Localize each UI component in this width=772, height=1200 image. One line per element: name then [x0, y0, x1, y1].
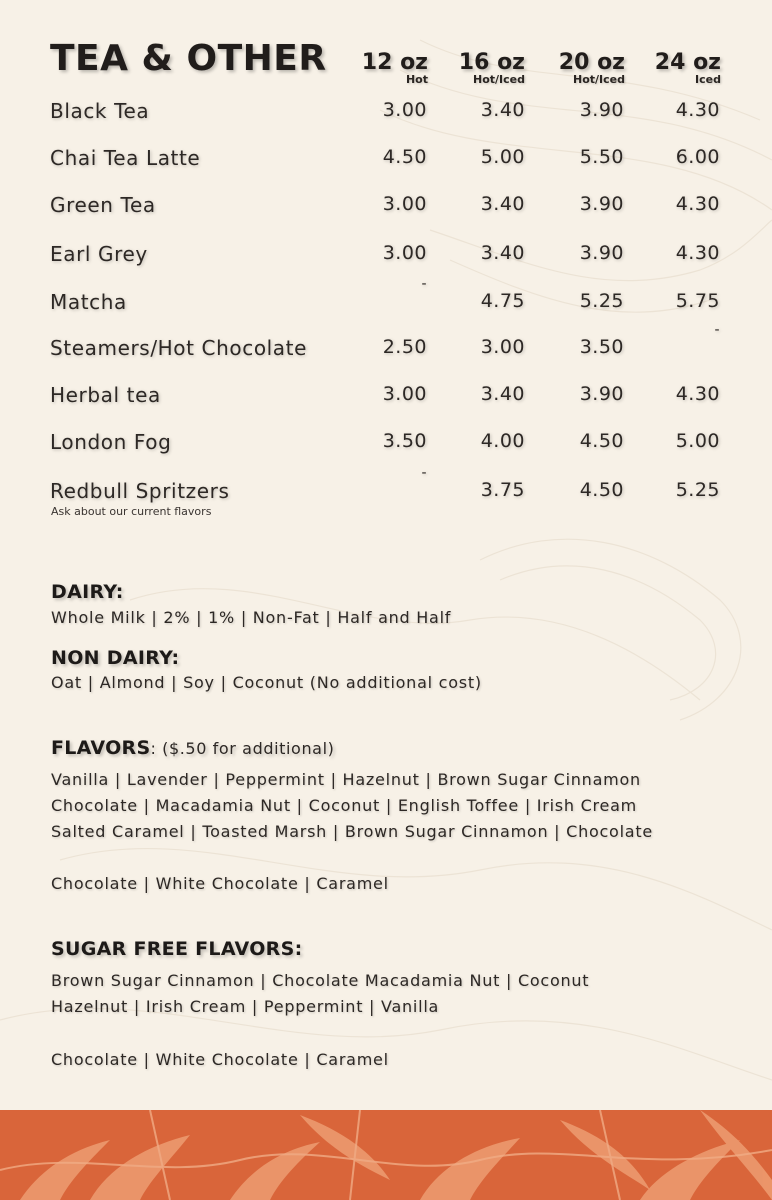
item-name: Matcha	[50, 290, 127, 314]
size-label: 16 oz	[458, 50, 525, 75]
item-name: Green Tea	[50, 193, 156, 217]
menu-row-redbull-spritzers	[0, 465, 772, 525]
size-column-16oz	[415, 50, 525, 86]
item-name: Steamers/Hot Chocolate	[50, 336, 308, 360]
size-column-24oz	[611, 50, 721, 86]
size-column-12oz	[318, 50, 428, 86]
flavors-line: Chocolate | Macadamia Nut | Coconut | English Toffee | Irish Cream	[51, 796, 637, 815]
price-16oz: 3.75	[480, 479, 525, 501]
price-12oz: 3.50	[382, 430, 427, 452]
non-dairy-heading: NON DAIRY:	[51, 647, 180, 669]
price-20oz: 4.50	[579, 479, 624, 501]
price-16oz: 3.40	[480, 242, 525, 264]
temp-label: Hot	[405, 73, 428, 86]
item-name: Black Tea	[50, 99, 150, 123]
price-20oz: 5.50	[579, 146, 624, 168]
price-12oz: 3.00	[382, 383, 427, 405]
price-12oz: 2.50	[382, 336, 427, 358]
price-24oz: 4.30	[675, 242, 720, 264]
price-12oz: 3.00	[382, 99, 427, 121]
price-20oz: 3.90	[579, 193, 624, 215]
price-12oz: 3.00	[382, 193, 427, 215]
temp-label: Hot/Iced	[573, 73, 625, 86]
price-20oz: 3.50	[579, 336, 624, 358]
size-label: 24 oz	[654, 50, 721, 75]
menu-row-black-tea	[0, 99, 772, 139]
menu-row-london-fog	[0, 430, 772, 470]
sugar-free-line: Brown Sugar Cinnamon | Chocolate Macadamia Nut | Coconut	[51, 971, 590, 990]
non-dairy-options: Oat | Almond | Soy | Coconut (No additional cost)	[51, 673, 482, 692]
sugar-free-line: Hazelnut | Irish Cream | Peppermint | Vanilla	[51, 997, 440, 1016]
price-12oz: -	[421, 465, 427, 481]
price-16oz: 3.40	[480, 193, 525, 215]
price-20oz: 5.25	[579, 290, 624, 312]
price-12oz: -	[421, 276, 427, 292]
item-name: London Fog	[50, 430, 172, 454]
price-24oz: 4.30	[675, 383, 720, 405]
menu-row-green-tea	[0, 193, 772, 233]
price-20oz: 4.50	[579, 430, 624, 452]
price-24oz: 5.75	[675, 290, 720, 312]
price-16oz: 3.40	[480, 99, 525, 121]
flavors-price-note: : ($.50 for additional)	[150, 739, 335, 758]
fern-leaves-decoration	[0, 1110, 772, 1200]
item-name: Chai Tea Latte	[50, 146, 201, 170]
dairy-heading: DAIRY:	[51, 581, 124, 603]
temp-label: Hot/Iced	[473, 73, 525, 86]
price-24oz: 4.30	[675, 99, 720, 121]
temp-label: Iced	[695, 73, 721, 86]
menu-row-chai-tea-latte	[0, 146, 772, 186]
price-16oz: 3.40	[480, 383, 525, 405]
menu-row-herbal-tea	[0, 383, 772, 423]
flavors-line: Salted Caramel | Toasted Marsh | Brown Sugar Cinnamon | Chocolate	[51, 822, 653, 841]
item-name: Herbal tea	[50, 383, 161, 407]
sugar-free-heading: SUGAR FREE FLAVORS:	[51, 938, 303, 960]
flavors-title: FLAVORS	[51, 737, 151, 759]
price-16oz: 4.75	[480, 290, 525, 312]
dairy-options: Whole Milk | 2% | 1% | Non-Fat | Half and Half	[51, 608, 452, 627]
item-note: Ask about our current flavors	[51, 505, 212, 518]
price-24oz: 6.00	[675, 146, 720, 168]
menu-row-steamers-hot-chocolate	[0, 322, 772, 376]
price-24oz: 4.30	[675, 193, 720, 215]
price-12oz: 3.00	[382, 242, 427, 264]
size-label: 20 oz	[558, 50, 625, 75]
flavors-line: Vanilla | Lavender | Peppermint | Hazelnut | Brown Sugar Cinnamon	[51, 770, 641, 789]
price-16oz: 4.00	[480, 430, 525, 452]
flavors-line: Chocolate | White Chocolate | Caramel	[51, 874, 389, 893]
price-20oz: 3.90	[579, 383, 624, 405]
price-24oz: -	[714, 322, 720, 338]
price-20oz: 3.90	[579, 99, 624, 121]
size-label: 12 oz	[361, 50, 428, 75]
price-24oz: 5.25	[675, 479, 720, 501]
price-24oz: 5.00	[675, 430, 720, 452]
item-name: Earl Grey	[50, 242, 148, 266]
price-16oz: 3.00	[480, 336, 525, 358]
fern-footer-band	[0, 1110, 772, 1200]
sugar-free-line: Chocolate | White Chocolate | Caramel	[51, 1050, 389, 1069]
item-name: Redbull Spritzers	[50, 479, 230, 503]
menu-title: TEA & OTHER	[50, 38, 327, 79]
price-16oz: 5.00	[480, 146, 525, 168]
price-20oz: 3.90	[579, 242, 624, 264]
size-column-20oz	[515, 50, 625, 86]
price-12oz: 4.50	[382, 146, 427, 168]
flavors-heading	[51, 737, 334, 759]
